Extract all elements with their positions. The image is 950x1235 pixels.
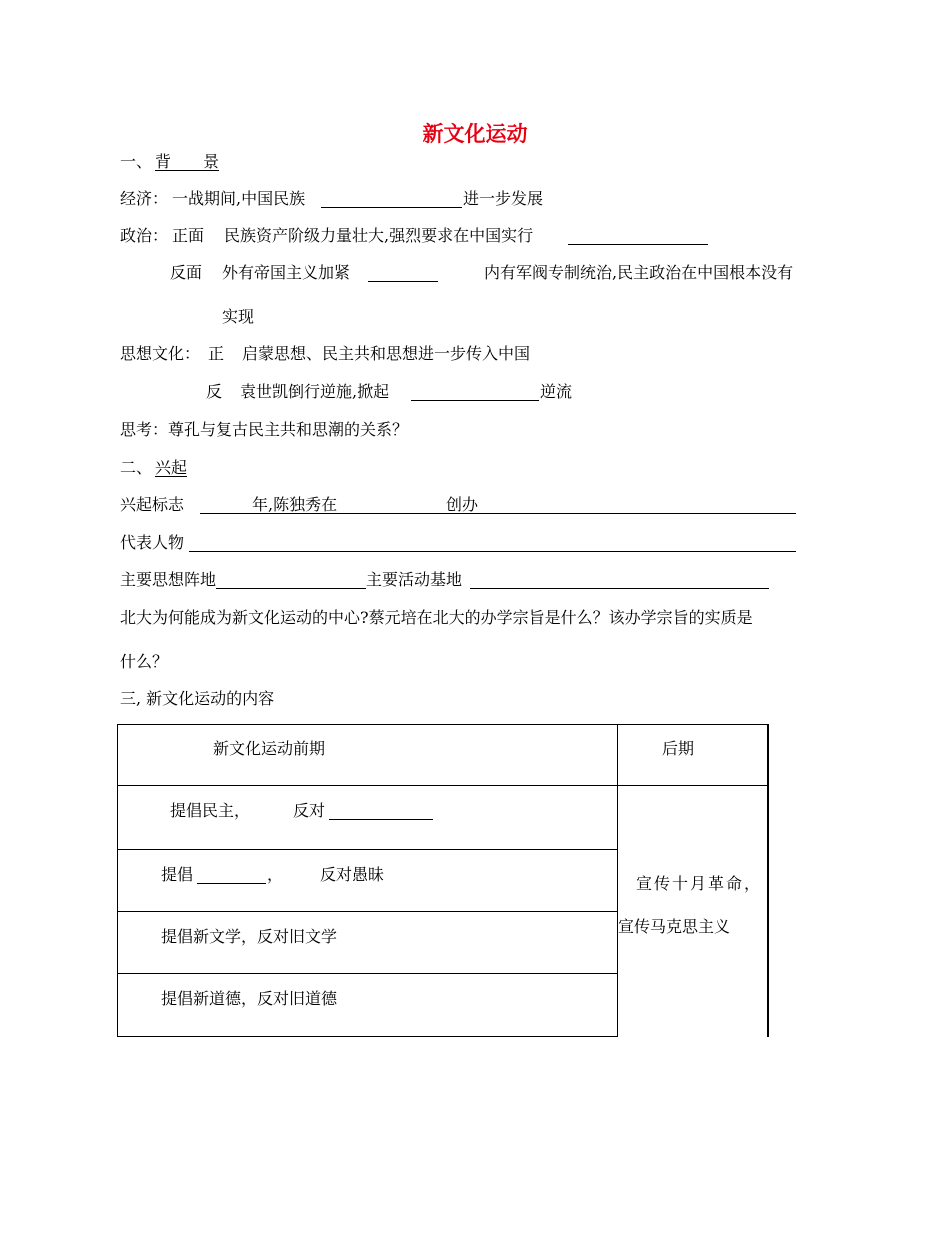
- table-later-line1: 宣传十月革命，: [636, 874, 763, 893]
- section2-question-line2: 什么？: [120, 652, 169, 671]
- table-row-2-a: 提倡: [161, 865, 194, 884]
- politics-negative-text2: 内有军阀专制统治,民主政治在中国根本没有: [484, 263, 794, 282]
- thought-negative-blank[interactable]: [411, 400, 539, 401]
- politics-positive-text: 民族资产阶级力量壮大,强烈要求在中国实行: [224, 226, 534, 245]
- section2-question-line1: 北大为何能成为新文化运动的中心?蔡元培在北大的办学宗旨是什么？该办学宗旨的实质是: [120, 608, 753, 627]
- sign-year: 年,陈独秀在: [252, 495, 338, 514]
- section2-prefix: 二、: [120, 458, 153, 477]
- politics-positive-blank[interactable]: [568, 244, 708, 245]
- economy-blank[interactable]: [321, 207, 462, 208]
- section1-prefix: 一、: [120, 152, 153, 171]
- figures-blank[interactable]: [189, 551, 796, 552]
- section3-heading: 三, 新文化运动的内容: [120, 689, 275, 708]
- politics-negative-blank[interactable]: [368, 281, 438, 282]
- activity-label: 主要活动基地: [366, 570, 463, 589]
- economy-text: 一战期间,中国民族: [172, 189, 306, 208]
- thought-label: 思想文化：: [120, 344, 201, 363]
- section2-heading: 兴起: [155, 458, 188, 477]
- table-row-2-b: ，: [267, 865, 284, 884]
- section1-question: 思考：尊孔与复古民主共和思潮的关系？: [120, 420, 409, 439]
- page-title: 新文化运动: [422, 121, 528, 146]
- politics-negative-text: 外有帝国主义加紧: [222, 263, 351, 282]
- thought-positive-tag: 正: [208, 344, 225, 363]
- base-label: 主要思想阵地: [120, 570, 217, 589]
- politics-label: 政治：: [120, 226, 169, 245]
- table-row-1-a: 提倡民主，: [170, 801, 251, 820]
- table-later-line2: 宣传马克思主义: [618, 917, 731, 936]
- sign-found: 创办: [446, 495, 479, 514]
- table-row-3: 提倡新文学，反对旧文学: [161, 927, 338, 946]
- base-blank[interactable]: [216, 588, 366, 589]
- thought-negative-tag: 反: [206, 382, 223, 401]
- economy-label: 经济：: [120, 189, 169, 208]
- thought-negative-tail: 逆流: [540, 382, 573, 401]
- table-row-2-c: 反对愚昧: [320, 865, 385, 884]
- thought-positive-text: 启蒙思想、民主共和思想进一步传入中国: [242, 344, 531, 363]
- table-row-2-blank[interactable]: [197, 883, 266, 884]
- table-row-4: 提倡新道德，反对旧道德: [161, 989, 338, 1008]
- politics-negative-tag: 反面: [170, 263, 203, 282]
- politics-positive-tag: 正面: [172, 226, 205, 245]
- section1-heading: 背 景: [155, 152, 220, 171]
- activity-blank[interactable]: [470, 588, 769, 589]
- table-header-early: 新文化运动前期: [213, 739, 326, 758]
- table-row-1-b: 反对: [293, 801, 326, 820]
- table-header-later: 后期: [662, 739, 695, 758]
- politics-negative-text3: 实现: [222, 307, 255, 326]
- table-row-1-blank[interactable]: [329, 819, 433, 820]
- sign-label: 兴起标志: [120, 495, 185, 514]
- figures-label: 代表人物: [120, 533, 185, 552]
- economy-tail: 进一步发展: [463, 189, 544, 208]
- thought-negative-text: 袁世凯倒行逆施,掀起: [240, 382, 390, 401]
